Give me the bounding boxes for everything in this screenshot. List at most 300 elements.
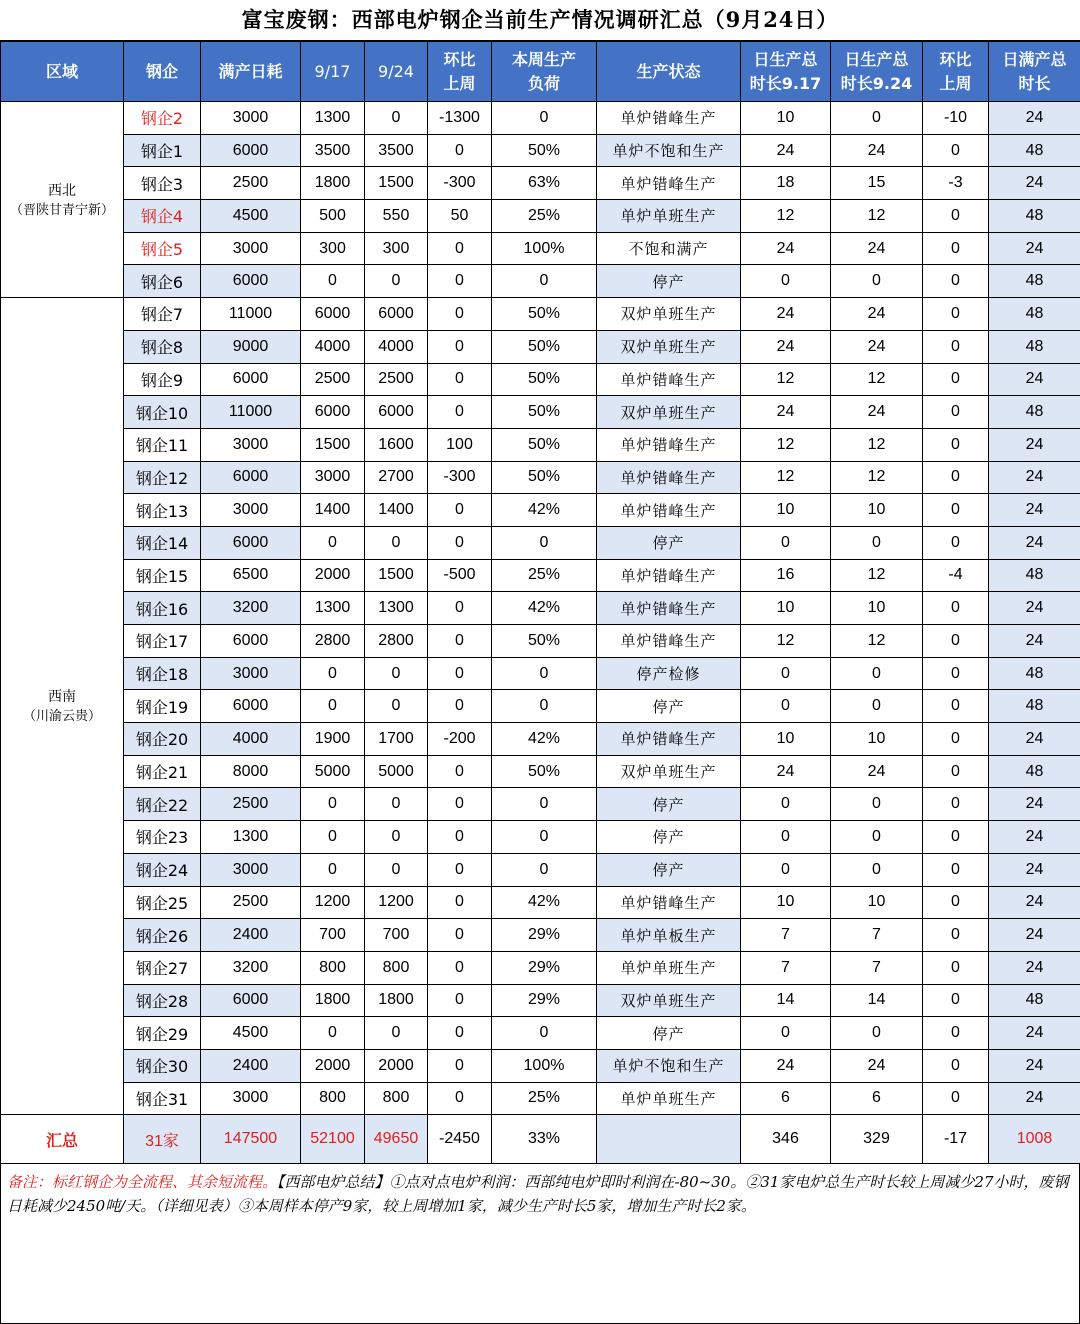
cell-status: 单炉不饱和生产: [597, 134, 741, 167]
cell-load: 25%: [492, 1082, 597, 1115]
cell-wow: 0: [428, 886, 492, 919]
cell-wow: 0: [428, 265, 492, 298]
cell-full: 3000: [201, 1082, 301, 1115]
cell-d917: 1800: [301, 167, 365, 200]
cell-h924: 0: [831, 102, 923, 135]
cell-d917: 1300: [301, 592, 365, 625]
cell-hwow: 0: [923, 755, 989, 788]
company-name: 钢企21: [124, 755, 201, 788]
cell-d917: 2800: [301, 625, 365, 658]
cell-h924: 24: [831, 755, 923, 788]
cell-status: 单炉错峰生产: [597, 592, 741, 625]
table-row: [1, 625, 1080, 658]
cell-fh: 48: [989, 134, 1080, 167]
cell-d924: 0: [365, 1017, 428, 1050]
cell-h924: 12: [831, 363, 923, 396]
company-name: 钢企1: [124, 134, 201, 167]
header-company: 钢企: [124, 42, 201, 102]
cell-d924: 0: [365, 657, 428, 690]
company-name: 钢企17: [124, 625, 201, 658]
cell-full: 6000: [201, 625, 301, 658]
total-label: 汇总: [1, 1115, 124, 1164]
cell-h924: 10: [831, 592, 923, 625]
cell-full: 2400: [201, 919, 301, 952]
cell-h924: 10: [831, 723, 923, 756]
cell-fh: 24: [989, 788, 1080, 821]
cell-h917: 18: [741, 167, 831, 200]
company-name: 钢企23: [124, 821, 201, 854]
cell-status: 单炉错峰生产: [597, 363, 741, 396]
cell-load: 100%: [492, 1049, 597, 1082]
cell-h924: 24: [831, 396, 923, 429]
total-h924: 329: [831, 1115, 923, 1164]
cell-hwow: 0: [923, 657, 989, 690]
cell-d924: 5000: [365, 755, 428, 788]
cell-h924: 12: [831, 625, 923, 658]
header-region: 区域: [1, 42, 124, 102]
cell-hwow: 0: [923, 330, 989, 363]
cell-d924: 0: [365, 821, 428, 854]
cell-h924: 15: [831, 167, 923, 200]
company-name: 钢企24: [124, 853, 201, 886]
table-row: [1, 559, 1080, 592]
cell-full: 11000: [201, 298, 301, 331]
cell-load: 29%: [492, 951, 597, 984]
cell-d924: 1200: [365, 886, 428, 919]
table-row: [1, 494, 1080, 527]
cell-h917: 0: [741, 1017, 831, 1050]
cell-hwow: 0: [923, 1017, 989, 1050]
cell-fh: 24: [989, 167, 1080, 200]
total-hwow: -17: [923, 1115, 989, 1164]
total-status: [597, 1115, 741, 1164]
cell-hwow: 0: [923, 1049, 989, 1082]
cell-h924: 0: [831, 265, 923, 298]
cell-status: 单炉单班生产: [597, 200, 741, 233]
production-table: [0, 41, 1080, 1164]
cell-full: 8000: [201, 755, 301, 788]
cell-hwow: 0: [923, 690, 989, 723]
region-cell: [1, 102, 124, 298]
table-row: [1, 102, 1080, 135]
cell-hwow: 0: [923, 592, 989, 625]
region-provinces: （川渝云贵）: [1, 706, 123, 726]
cell-load: 50%: [492, 428, 597, 461]
table-row: [1, 363, 1080, 396]
cell-fh: 24: [989, 1049, 1080, 1082]
cell-h917: 24: [741, 330, 831, 363]
cell-load: 50%: [492, 396, 597, 429]
cell-hwow: 0: [923, 984, 989, 1017]
table-row: [1, 984, 1080, 1017]
cell-full: 9000: [201, 330, 301, 363]
cell-h924: 0: [831, 821, 923, 854]
company-name: 钢企7: [124, 298, 201, 331]
company-name: 钢企2: [124, 102, 201, 135]
cell-hwow: 0: [923, 919, 989, 952]
cell-hwow: 0: [923, 461, 989, 494]
cell-wow: 0: [428, 1082, 492, 1115]
cell-h924: 0: [831, 657, 923, 690]
cell-d917: 0: [301, 690, 365, 723]
header-full-consumption: 满产日耗: [201, 42, 301, 102]
cell-full: 6000: [201, 690, 301, 723]
cell-wow: 0: [428, 134, 492, 167]
cell-d917: 0: [301, 788, 365, 821]
cell-d917: 1300: [301, 102, 365, 135]
cell-status: 停产: [597, 853, 741, 886]
cell-h917: 24: [741, 396, 831, 429]
cell-d924: 1500: [365, 167, 428, 200]
table-row: [1, 330, 1080, 363]
cell-status: 单炉单班生产: [597, 1082, 741, 1115]
cell-fh: 24: [989, 526, 1080, 559]
cell-d917: 5000: [301, 755, 365, 788]
cell-hwow: 0: [923, 788, 989, 821]
cell-load: 25%: [492, 200, 597, 233]
cell-status: 双炉单班生产: [597, 298, 741, 331]
company-name: 钢企3: [124, 167, 201, 200]
cell-d917: 4000: [301, 330, 365, 363]
company-name: 钢企30: [124, 1049, 201, 1082]
cell-h924: 12: [831, 461, 923, 494]
table-row: [1, 592, 1080, 625]
cell-h924: 7: [831, 919, 923, 952]
cell-status: 单炉错峰生产: [597, 428, 741, 461]
total-full: 147500: [201, 1115, 301, 1164]
cell-status: 双炉单班生产: [597, 396, 741, 429]
cell-h917: 24: [741, 134, 831, 167]
cell-hwow: -4: [923, 559, 989, 592]
header-hours924: 日生产总 时长9.24: [831, 42, 923, 102]
region-provinces: （晋陕甘青宁新）: [1, 200, 123, 220]
cell-h924: 0: [831, 690, 923, 723]
cell-fh: 24: [989, 428, 1080, 461]
cell-d924: 1700: [365, 723, 428, 756]
header-hours917: 日生产总 时长9.17: [741, 42, 831, 102]
table-row: [1, 919, 1080, 952]
cell-d924: 1300: [365, 592, 428, 625]
cell-load: 50%: [492, 755, 597, 788]
cell-h917: 12: [741, 625, 831, 658]
cell-fh: 48: [989, 984, 1080, 1017]
cell-d917: 0: [301, 821, 365, 854]
cell-full: 6000: [201, 363, 301, 396]
table-row: [1, 232, 1080, 265]
cell-fh: 24: [989, 723, 1080, 756]
table-header: [1, 42, 1080, 102]
cell-h924: 6: [831, 1082, 923, 1115]
cell-d924: 1800: [365, 984, 428, 1017]
cell-load: 0: [492, 265, 597, 298]
cell-h924: 24: [831, 298, 923, 331]
company-name: 钢企4: [124, 200, 201, 233]
cell-hwow: 0: [923, 625, 989, 658]
cell-wow: 0: [428, 984, 492, 1017]
cell-h924: 7: [831, 951, 923, 984]
cell-wow: -300: [428, 167, 492, 200]
cell-fh: 24: [989, 592, 1080, 625]
cell-wow: 50: [428, 200, 492, 233]
cell-fh: 48: [989, 265, 1080, 298]
cell-full: 3200: [201, 592, 301, 625]
cell-full: 6000: [201, 461, 301, 494]
cell-status: 单炉错峰生产: [597, 102, 741, 135]
cell-d924: 1500: [365, 559, 428, 592]
cell-h924: 0: [831, 788, 923, 821]
table-row: [1, 265, 1080, 298]
cell-load: 0: [492, 102, 597, 135]
company-name: 钢企29: [124, 1017, 201, 1050]
cell-hwow: 0: [923, 363, 989, 396]
cell-h917: 0: [741, 821, 831, 854]
cell-h917: 0: [741, 526, 831, 559]
cell-d917: 0: [301, 526, 365, 559]
cell-d917: 0: [301, 265, 365, 298]
company-name: 钢企12: [124, 461, 201, 494]
cell-d924: 2800: [365, 625, 428, 658]
cell-hwow: -3: [923, 167, 989, 200]
cell-hwow: 0: [923, 723, 989, 756]
table-row: [1, 755, 1080, 788]
cell-status: 停产检修: [597, 657, 741, 690]
cell-load: 25%: [492, 559, 597, 592]
table-row: [1, 134, 1080, 167]
cell-fh: 48: [989, 657, 1080, 690]
cell-load: 50%: [492, 363, 597, 396]
cell-status: 单炉错峰生产: [597, 886, 741, 919]
cell-h917: 7: [741, 951, 831, 984]
company-name: 钢企14: [124, 526, 201, 559]
table-row: [1, 298, 1080, 331]
cell-h917: 0: [741, 788, 831, 821]
cell-d917: 3500: [301, 134, 365, 167]
cell-load: 0: [492, 1017, 597, 1050]
report-title: 富宝废钢：西部电炉钢企当前生产情况调研汇总（9月24日）: [0, 0, 1080, 41]
cell-load: 0: [492, 788, 597, 821]
cell-hwow: 0: [923, 428, 989, 461]
cell-full: 3200: [201, 951, 301, 984]
cell-fh: 24: [989, 363, 1080, 396]
cell-fh: 48: [989, 690, 1080, 723]
cell-h924: 24: [831, 330, 923, 363]
cell-full: 3000: [201, 102, 301, 135]
cell-full: 2400: [201, 1049, 301, 1082]
cell-fh: 24: [989, 919, 1080, 952]
cell-fh: 48: [989, 559, 1080, 592]
cell-fh: 24: [989, 1082, 1080, 1115]
cell-d917: 6000: [301, 298, 365, 331]
company-name: 钢企13: [124, 494, 201, 527]
cell-h917: 16: [741, 559, 831, 592]
cell-full: 2500: [201, 886, 301, 919]
cell-h924: 0: [831, 526, 923, 559]
header-full-hours: 日满产总 时长: [989, 42, 1080, 102]
cell-load: 42%: [492, 494, 597, 527]
company-name: 钢企6: [124, 265, 201, 298]
cell-wow: 0: [428, 853, 492, 886]
cell-d917: 6000: [301, 396, 365, 429]
cell-hwow: 0: [923, 821, 989, 854]
cell-wow: 0: [428, 919, 492, 952]
company-name: 钢企11: [124, 428, 201, 461]
cell-fh: 24: [989, 232, 1080, 265]
cell-status: 单炉错峰生产: [597, 461, 741, 494]
cell-full: 4000: [201, 723, 301, 756]
company-name: 钢企19: [124, 690, 201, 723]
table-row: [1, 428, 1080, 461]
cell-fh: 24: [989, 853, 1080, 886]
cell-wow: 0: [428, 657, 492, 690]
cell-h924: 12: [831, 428, 923, 461]
cell-fh: 24: [989, 1017, 1080, 1050]
cell-status: 单炉错峰生产: [597, 494, 741, 527]
cell-hwow: 0: [923, 494, 989, 527]
cell-d924: 800: [365, 1082, 428, 1115]
total-d924: 49650: [365, 1115, 428, 1164]
cell-fh: 48: [989, 298, 1080, 331]
cell-hwow: 0: [923, 134, 989, 167]
cell-status: 单炉错峰生产: [597, 625, 741, 658]
cell-fh: 48: [989, 755, 1080, 788]
cell-wow: 100: [428, 428, 492, 461]
cell-wow: 0: [428, 298, 492, 331]
cell-h917: 10: [741, 102, 831, 135]
company-name: 钢企8: [124, 330, 201, 363]
cell-h924: 0: [831, 1017, 923, 1050]
cell-h924: 10: [831, 494, 923, 527]
cell-wow: 0: [428, 788, 492, 821]
cell-load: 50%: [492, 330, 597, 363]
cell-d917: 1500: [301, 428, 365, 461]
cell-full: 6000: [201, 265, 301, 298]
cell-fh: 24: [989, 461, 1080, 494]
cell-h917: 12: [741, 461, 831, 494]
cell-d917: 3000: [301, 461, 365, 494]
cell-load: 42%: [492, 592, 597, 625]
total-count: 31家: [124, 1115, 201, 1164]
total-wow: -2450: [428, 1115, 492, 1164]
company-name: 钢企26: [124, 919, 201, 952]
cell-status: 双炉单班生产: [597, 755, 741, 788]
cell-d924: 3500: [365, 134, 428, 167]
cell-hwow: 0: [923, 1082, 989, 1115]
cell-d917: 2000: [301, 1049, 365, 1082]
company-name: 钢企28: [124, 984, 201, 1017]
cell-wow: 0: [428, 1017, 492, 1050]
cell-d924: 800: [365, 951, 428, 984]
table-row: [1, 1017, 1080, 1050]
table-row: [1, 200, 1080, 233]
cell-hwow: 0: [923, 526, 989, 559]
cell-h917: 7: [741, 919, 831, 952]
cell-h917: 12: [741, 200, 831, 233]
table-row: [1, 461, 1080, 494]
cell-load: 29%: [492, 984, 597, 1017]
total-full-hours: 1008: [989, 1115, 1080, 1164]
cell-fh: 24: [989, 821, 1080, 854]
cell-wow: 0: [428, 494, 492, 527]
table-row: [1, 1082, 1080, 1115]
cell-full: 3000: [201, 428, 301, 461]
cell-wow: 0: [428, 625, 492, 658]
header-status: 生产状态: [597, 42, 741, 102]
cell-d924: 550: [365, 200, 428, 233]
cell-d917: 1400: [301, 494, 365, 527]
cell-h917: 10: [741, 723, 831, 756]
header-load: 本周生产 负荷: [492, 42, 597, 102]
cell-load: 50%: [492, 298, 597, 331]
cell-d924: 4000: [365, 330, 428, 363]
cell-wow: 0: [428, 330, 492, 363]
cell-h917: 0: [741, 853, 831, 886]
company-name: 钢企18: [124, 657, 201, 690]
cell-wow: 0: [428, 592, 492, 625]
cell-load: 100%: [492, 232, 597, 265]
table-row: [1, 723, 1080, 756]
cell-status: 停产: [597, 1017, 741, 1050]
cell-h917: 0: [741, 690, 831, 723]
cell-d917: 300: [301, 232, 365, 265]
cell-full: 11000: [201, 396, 301, 429]
header-hours-wow: 环比 上周: [923, 42, 989, 102]
cell-wow: -200: [428, 723, 492, 756]
cell-status: 单炉单班生产: [597, 951, 741, 984]
cell-full: 1300: [201, 821, 301, 854]
cell-status: 停产: [597, 821, 741, 854]
cell-h917: 0: [741, 265, 831, 298]
cell-fh: 24: [989, 494, 1080, 527]
cell-h917: 10: [741, 592, 831, 625]
cell-status: 单炉错峰生产: [597, 559, 741, 592]
cell-status: 停产: [597, 788, 741, 821]
cell-full: 3000: [201, 232, 301, 265]
cell-d917: 1200: [301, 886, 365, 919]
cell-load: 50%: [492, 134, 597, 167]
cell-fh: 24: [989, 886, 1080, 919]
cell-d917: 0: [301, 657, 365, 690]
footnote: [0, 1164, 1080, 1324]
cell-full: 6000: [201, 526, 301, 559]
cell-fh: 48: [989, 200, 1080, 233]
cell-load: 0: [492, 657, 597, 690]
cell-d924: 0: [365, 526, 428, 559]
total-row: [1, 1115, 1080, 1164]
cell-hwow: 0: [923, 265, 989, 298]
cell-full: 3000: [201, 853, 301, 886]
cell-fh: 48: [989, 330, 1080, 363]
cell-load: 29%: [492, 919, 597, 952]
cell-full: 4500: [201, 1017, 301, 1050]
total-h917: 346: [741, 1115, 831, 1164]
cell-h917: 12: [741, 428, 831, 461]
header-wow: 环比 上周: [428, 42, 492, 102]
cell-h924: 12: [831, 200, 923, 233]
cell-full: 4500: [201, 200, 301, 233]
cell-d924: 700: [365, 919, 428, 952]
cell-d917: 2000: [301, 559, 365, 592]
cell-full: 2500: [201, 788, 301, 821]
table-row: [1, 821, 1080, 854]
company-name: 钢企5: [124, 232, 201, 265]
cell-status: 不饱和满产: [597, 232, 741, 265]
cell-wow: 0: [428, 951, 492, 984]
cell-wow: 0: [428, 526, 492, 559]
footnote-text: 【西部电炉总结】①点对点电炉利润：西部纯电炉即时利润在-80~30。②31家电炉总生产时长较上周减少27小时，废钢日耗减少2450吨/天。（详细见表）③本周样本停产9家，较上周增加1家，减少生产时长5家，增加生产时长2家。: [7, 1173, 1069, 1215]
cell-fh: 48: [989, 396, 1080, 429]
cell-load: 0: [492, 821, 597, 854]
cell-h917: 0: [741, 657, 831, 690]
